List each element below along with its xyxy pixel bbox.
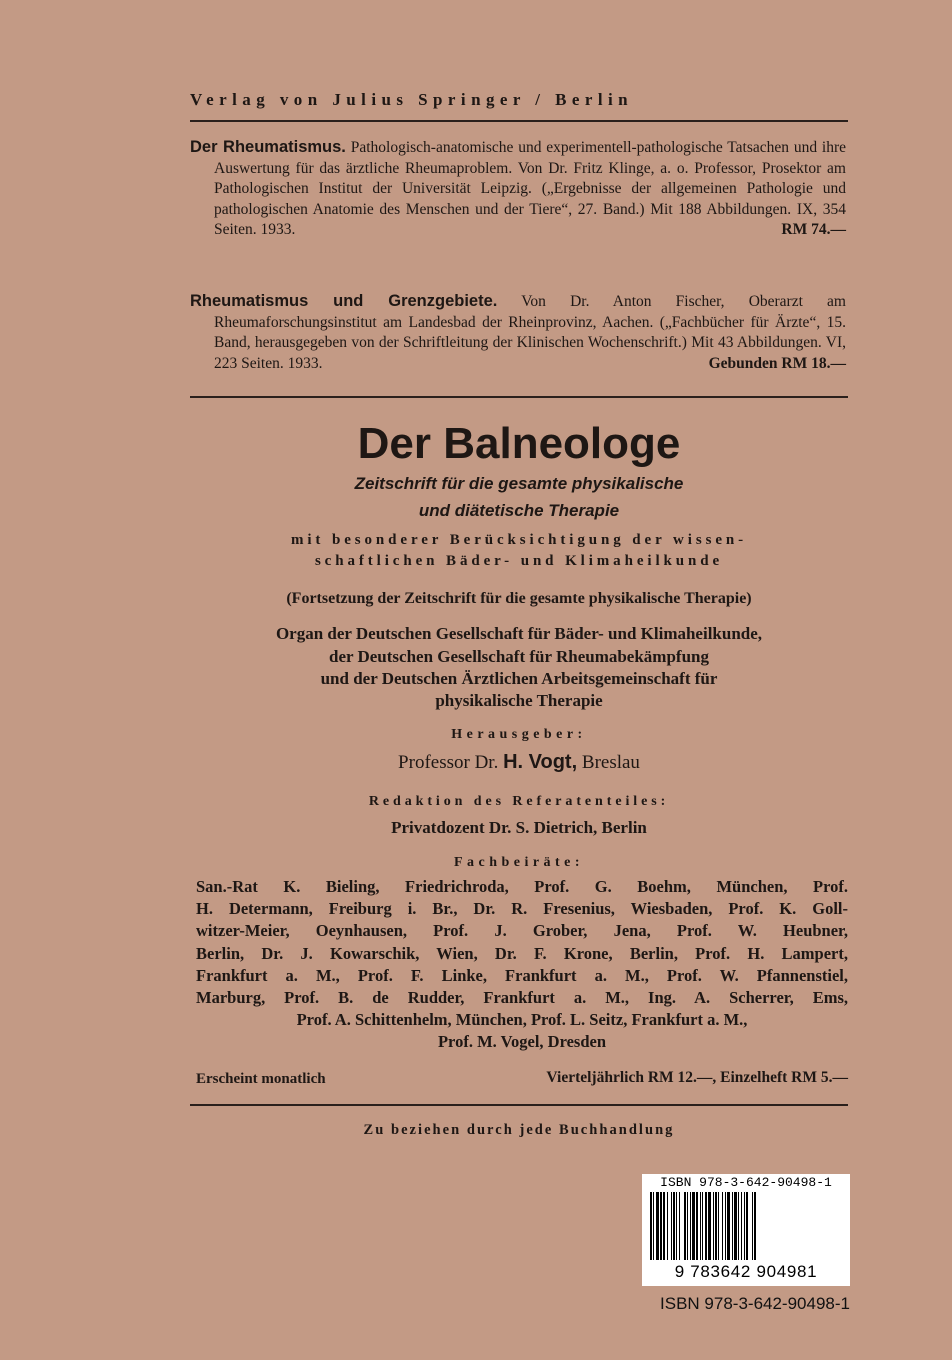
editor-line xyxy=(190,751,848,774)
entry-title: Der Rheumatismus. xyxy=(190,138,346,156)
journal-organ-3: und der Deutschen Ärztlichen Arbeitsgemeinschaft für xyxy=(320,669,718,688)
redaction-person: Privatdozent Dr. S. Dietrich, Berlin xyxy=(391,818,647,837)
pricing: Vierteljährlich RM 12.—, Einzelheft RM 5.— xyxy=(546,1069,848,1086)
journal-continuation: (Fortsetzung der Zeitschrift für die gesamte physikalische Therapie) xyxy=(286,590,752,607)
journal-spaced-2: schaftlichen Bäder- und Klimaheilkunde xyxy=(314,553,724,569)
barcode-bars xyxy=(650,1192,842,1260)
entry-text: Von Dr. Anton Fischer, Oberarzt am Rheumaforschungsinstitut am Landesbad der Rheinprovinz, Aachen. („Fachbücher für Ärzte“, 15. Band, herausgegeben von der Schriftleitung der Klinischen Wochenschrift.) Mit 43 Abbildungen. VI, 223 Seiten. 1933. xyxy=(214,293,846,372)
editor-name: H. Vogt, xyxy=(503,751,578,773)
advisors-line: San.-Rat K. Bieling, Friedrichroda, Prof. G. Boehm, München, Prof. xyxy=(196,877,848,896)
barcode xyxy=(642,1174,850,1286)
isbn-bottom: ISBN 978-3-642-90498-1 xyxy=(660,1294,850,1313)
editor-heading: Herausgeber: xyxy=(451,727,587,742)
journal-spaced-1: mit besonderer Berücksichtigung der wissen- xyxy=(290,532,748,548)
bottom-rule xyxy=(190,1104,848,1106)
barcode-bar xyxy=(756,1192,757,1260)
advisors-line: Frankfurt a. M., Prof. F. Linke, Frankfurt a. M., Prof. W. Pfannenstiel, xyxy=(196,965,848,985)
availability: Zu beziehen durch jede Buchhandlung xyxy=(363,1122,675,1138)
advisors-line: Marburg, Prof. B. de Rudder, Frankfurt a. M., Ing. A. Scherrer, Ems, xyxy=(196,988,848,1008)
entry-title: Rheumatismus und Grenzgebiete. xyxy=(190,292,498,310)
journal-organ-1: Organ der Deutschen Gesellschaft für Bäder- und Klimaheilkunde, xyxy=(275,624,763,643)
top-rule xyxy=(190,120,848,122)
book-entry-grenzgebiete xyxy=(190,291,846,374)
redaction-heading: Redaktion des Referatenteiles: xyxy=(368,794,670,809)
journal-organ-2: der Deutschen Gesellschaft für Rheumabekämpfung xyxy=(329,647,709,666)
editor-city: Breslau xyxy=(581,752,640,773)
barcode-isbn-top: ISBN 978-3-642-90498-1 xyxy=(660,1175,832,1190)
advisors-line: witzer-Meier, Oeynhausen, Prof. J. Grober, Jena, Prof. W. Heubner, xyxy=(196,921,848,941)
editor-prefix: Professor Dr. xyxy=(398,752,499,773)
middle-rule xyxy=(190,396,848,398)
barcode-digits: 9 783642 904981 xyxy=(642,1262,850,1282)
advisors-list xyxy=(196,876,848,1054)
advisors-heading: Fachbeiräte: xyxy=(454,855,584,870)
journal-subtitle-1: Zeitschrift für die gesamte physikalische xyxy=(354,474,684,493)
journal-organ-4: physikalische Therapie xyxy=(435,691,603,710)
advisors-line: Berlin, Dr. J. Kowarschik, Wien, Dr. F. Krone, Berlin, Prof. H. Lampert, xyxy=(196,943,848,963)
advisors-line: H. Determann, Freiburg i. Br., Dr. R. Fresenius, Wiesbaden, Prof. K. Goll- xyxy=(196,899,848,919)
entry-text: Pathologisch-anatomische und experimentell-pathologische Tatsachen und ihre Auswertung für das ärztliche Rheumaproblem. Von Dr. Fritz Klinge, a. o. Professor, Prosektor am Pathologischen Institut der Universität Leipzig. („Ergebnisse der allgemeinen Pathologie und pathologischen Anatomie des Menschen und der Tiere“, 27. Band.) Mit 188 Abbildungen. IX, 354 Seiten. 1933. xyxy=(214,139,846,238)
frequency: Erscheint monatlich xyxy=(196,1071,326,1087)
publisher-line: Verlag von Julius Springer / Berlin xyxy=(190,90,634,109)
journal-title: Der Balneologe xyxy=(357,419,681,468)
advisors-line: Prof. A. Schittenhelm, München, Prof. L. Seitz, Frankfurt a. M., xyxy=(296,1010,748,1030)
book-entry-rheumatismus xyxy=(190,137,846,241)
entry-price: RM 74.— xyxy=(781,221,846,238)
journal-subtitle-2: und diätetische Therapie xyxy=(418,501,620,520)
entry-price: Gebunden RM 18.— xyxy=(708,354,846,372)
advisors-line: Prof. M. Vogel, Dresden xyxy=(437,1032,607,1052)
